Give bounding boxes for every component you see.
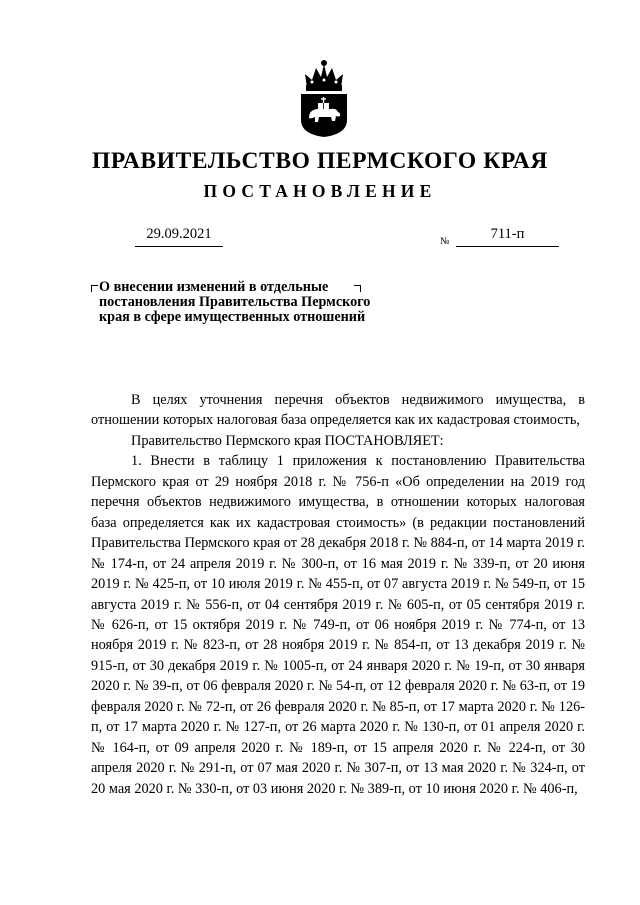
subject-line: постановления Правительства Пермского — [99, 294, 371, 310]
body-paragraph: 1. Внести в таблицу 1 приложения к постановлению Правительства Пермского края от 29 ноября 2018 г. № 756-п «Об определении на 2019 год перечня объектов недвижимого имущества, в отношении которых налоговая база определяется как их кадастровая стоимость» (в редакции постановлений Правительства Пермского края от 28 декабря 2018 г. № 884-п, от 14 марта 2019 г. № 174-п, от 24 апреля 2019 г. № 300-п, от 16 мая 2019 г. № 339-п, от 20 июня 2019 г. № 425-п, от 10 июля 2019 г. № 455-п, от 07 августа 2019 г. № 549-п, от 15 августа 2019 г. № 556-п, от 04 сентября 2019 г. № 605-п, от 05 сентября 2019 г. № 626-п, от 15 октября 2019 г. № 749-п, от 06 ноября 2019 г. № 774-п, от 13 ноября 2019 г. № 823-п, от 28 ноября 2019 г. № 854-п, от 13 декабря 2019 г. № 915-п, от 30 декабря 2019 г. № 1005-п, от 24 января 2020 г. № 19-п, от 30 января 2020 г. № 39-п, от 06 февраля 2020 г. № 54-п, от 12 февраля 2020 г. № 63-п, от 19 февраля 2020 г. № 72-п, от 26 февраля 2020 г. № 85-п, от 17 марта 2020 г. № 126-п, от 17 марта 2020 г. № 127-п, от 26 марта 2020 г. № 130-п, от 01 апреля 2020 г. № 164-п, от 09 апреля 2020 г. № 189-п, от 15 апреля 2020 г. № 224-п, от 30 апреля 2020 г. № 291-п, от 07 мая 2020 г. № 307-п, от 13 мая 2020 г. № 324-п, от 20 мая 2020 г. № 330-п, от 03 июня 2020 г. № 389-п, от 10 июня 2020 г. № 406-п, — [91, 453, 585, 797]
document-subject — [99, 280, 370, 325]
document-number: 711-п — [456, 226, 559, 247]
subject-line: края в сфере имущественных отношений — [99, 309, 366, 325]
document-body — [91, 390, 585, 799]
document-type: ПОСТАНОВЛЕНИЕ — [203, 181, 437, 201]
organization-title: ПРАВИТЕЛЬСТВО ПЕРМСКОГО КРАЯ — [92, 148, 548, 174]
coat-of-arms-icon — [295, 58, 353, 138]
body-paragraph: Правительство Пермского края ПОСТАНОВЛЯЕТ: — [131, 432, 444, 449]
subject-corner-left — [91, 285, 98, 292]
number-sign: № — [440, 236, 450, 247]
subject-line: О внесении изменений в отдельные — [99, 279, 329, 295]
body-paragraph: В целях уточнения перечня объектов недвижимого имущества, в отношении которых налоговая база определяется как их кадастровая стоимость, — [91, 392, 585, 429]
document-date: 29.09.2021 — [135, 226, 223, 247]
